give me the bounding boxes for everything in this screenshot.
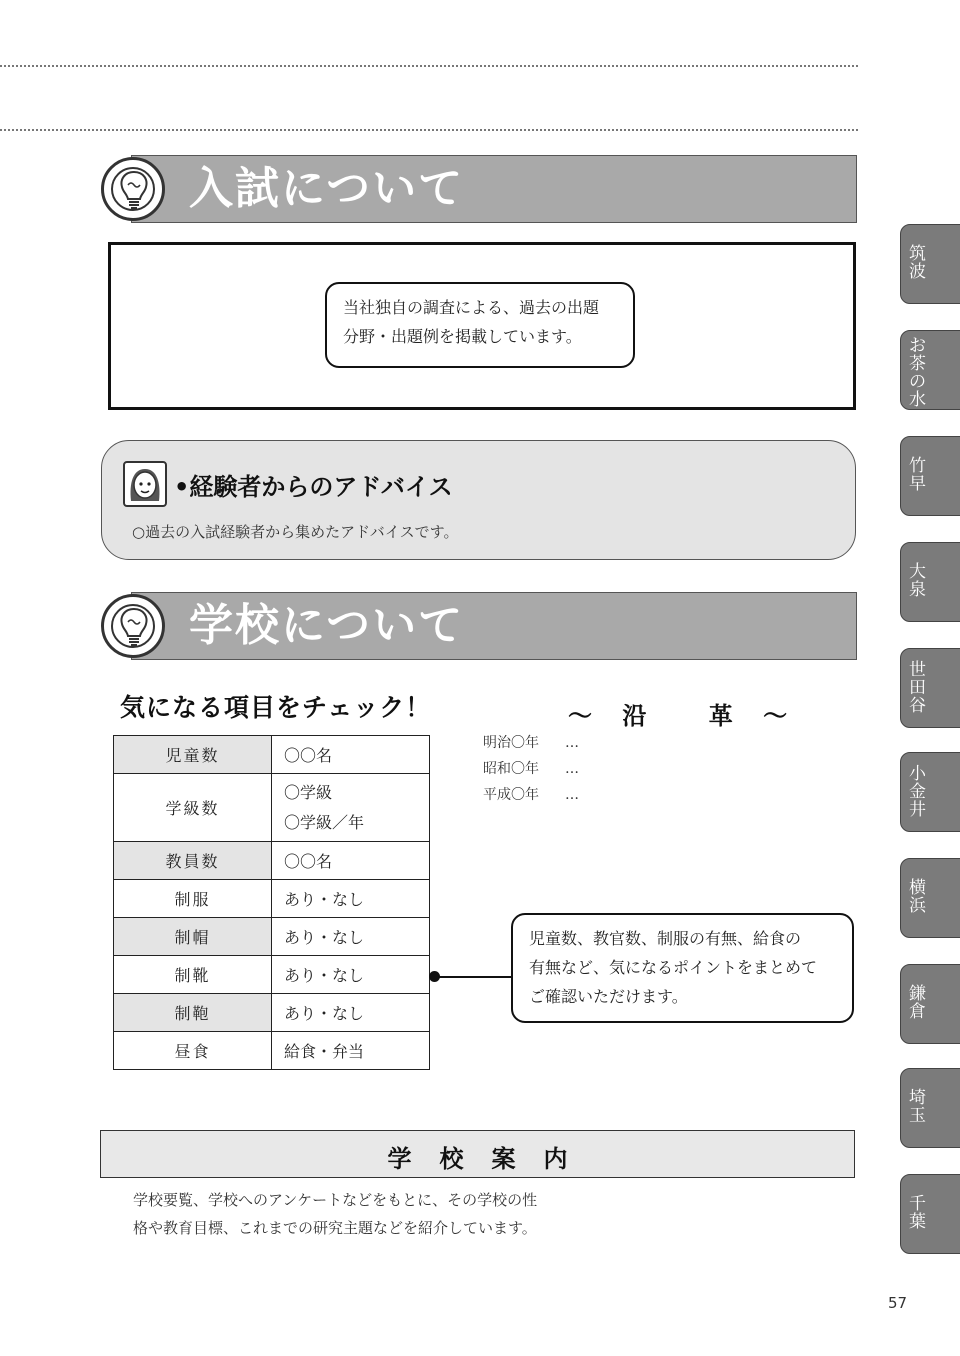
tab-label: 竹早 [909,456,926,494]
tab-label: 筑波 [909,244,926,282]
row-value [272,774,430,842]
row-key: 昼食 [114,1032,272,1070]
guide-line: 学校要覧、学校へのアンケートなどをもとに、その学校の性 [133,1191,538,1209]
history-row [483,756,579,782]
check-table [113,735,430,1070]
check-title: 気になる項目をチェック！ [120,693,432,722]
row-value: あり・なし [272,956,430,994]
advice-box [101,440,856,560]
history-title [568,696,787,731]
tab-koganei[interactable] [900,752,960,832]
callout-line: 分野・出題例を掲載しています。 [343,327,582,346]
history-title-char: 沿 [622,702,647,730]
lightbulb-icon [114,168,154,214]
badge [101,157,165,221]
tab-tsukuba[interactable] [900,224,960,304]
history-year: 昭和〇年 [483,761,539,777]
table-row [114,880,430,918]
row-key: 制靴 [114,956,272,994]
dotted-rule-top [0,65,858,67]
row-key: 制鞄 [114,994,272,1032]
history-title-tilde: ～ [568,702,592,730]
row-key: 制帽 [114,918,272,956]
exam-callout [325,282,635,368]
school-section-title: 学校について [189,600,465,651]
check-callout [511,913,854,1023]
row-key: 児童数 [114,736,272,774]
tab-label: 埼玉 [909,1088,926,1126]
table-row [114,842,430,880]
callout-line: ご確認いただけます。 [529,987,688,1006]
tab-yokohama[interactable] [900,858,960,938]
dotted-rule-second [0,129,858,131]
history-text: … [565,787,579,803]
lightbulb-icon [114,605,154,651]
tab-takehaya[interactable] [900,436,960,516]
row-key: 教員数 [114,842,272,880]
tab-saitama[interactable] [900,1068,960,1148]
table-row [114,994,430,1032]
history-text: … [565,761,579,777]
row-value: あり・なし [272,994,430,1032]
advice-heading: •経験者からのアドバイス [174,473,453,501]
tab-ochanomizu[interactable] [900,330,960,410]
exam-section-title: 入試について [189,163,465,214]
callout-line: 有無など、気になるポイントをまとめて [529,958,818,977]
row-value: あり・なし [272,918,430,956]
face-icon [123,461,167,507]
page-number: 57 [888,1294,908,1312]
history-list [483,730,579,808]
school-guide-description [133,1186,537,1242]
history-year: 明治〇年 [483,735,539,751]
school-guide-title: 学校案内 [387,1145,596,1173]
tab-label: 大泉 [909,562,926,600]
callout-line: 児童数、教官数、制服の有無、給食の [529,929,802,948]
tab-label: 鎌倉 [909,984,926,1022]
table-row [114,956,430,994]
tab-oizumi[interactable] [900,542,960,622]
tab-chiba[interactable] [900,1174,960,1254]
history-row [483,730,579,756]
row-value: 給食・弁当 [272,1032,430,1070]
history-row [483,782,579,808]
table-row [114,736,430,774]
row-value: あり・なし [272,880,430,918]
exam-section-header [101,155,857,223]
row-value-line: 〇学級 [284,782,333,802]
row-key: 制服 [114,880,272,918]
history-title-char: 革 [708,702,733,730]
tab-label: 千葉 [909,1194,926,1232]
tab-setagaya[interactable] [900,648,960,728]
tab-label: お茶の水 [909,336,926,410]
tab-label: 世田谷 [909,660,926,716]
history-year: 平成〇年 [483,787,539,803]
tab-kamakura[interactable] [900,964,960,1044]
history-title-tilde: ～ [763,702,788,730]
history-text: … [565,735,579,751]
table-row [114,1032,430,1070]
row-value-line: 〇学級／年 [284,812,365,832]
row-key: 学級数 [114,774,272,842]
tab-label: 横浜 [909,878,926,916]
tab-label: 小金井 [909,764,926,820]
table-row [114,774,430,842]
connector-line [434,976,514,978]
guide-line: 格や教育目標、これまでの研究主題などを紹介しています。 [133,1219,537,1237]
school-section-header [101,592,857,660]
callout-line: 当社独自の調査による、過去の出題 [343,298,600,317]
row-value: 〇〇名 [272,736,430,774]
table-row [114,918,430,956]
badge [101,594,165,658]
advice-description: ○過去の入試経験者から集めたアドバイスです。 [132,523,459,541]
row-value: 〇〇名 [272,842,430,880]
school-guide-bar [100,1130,855,1178]
